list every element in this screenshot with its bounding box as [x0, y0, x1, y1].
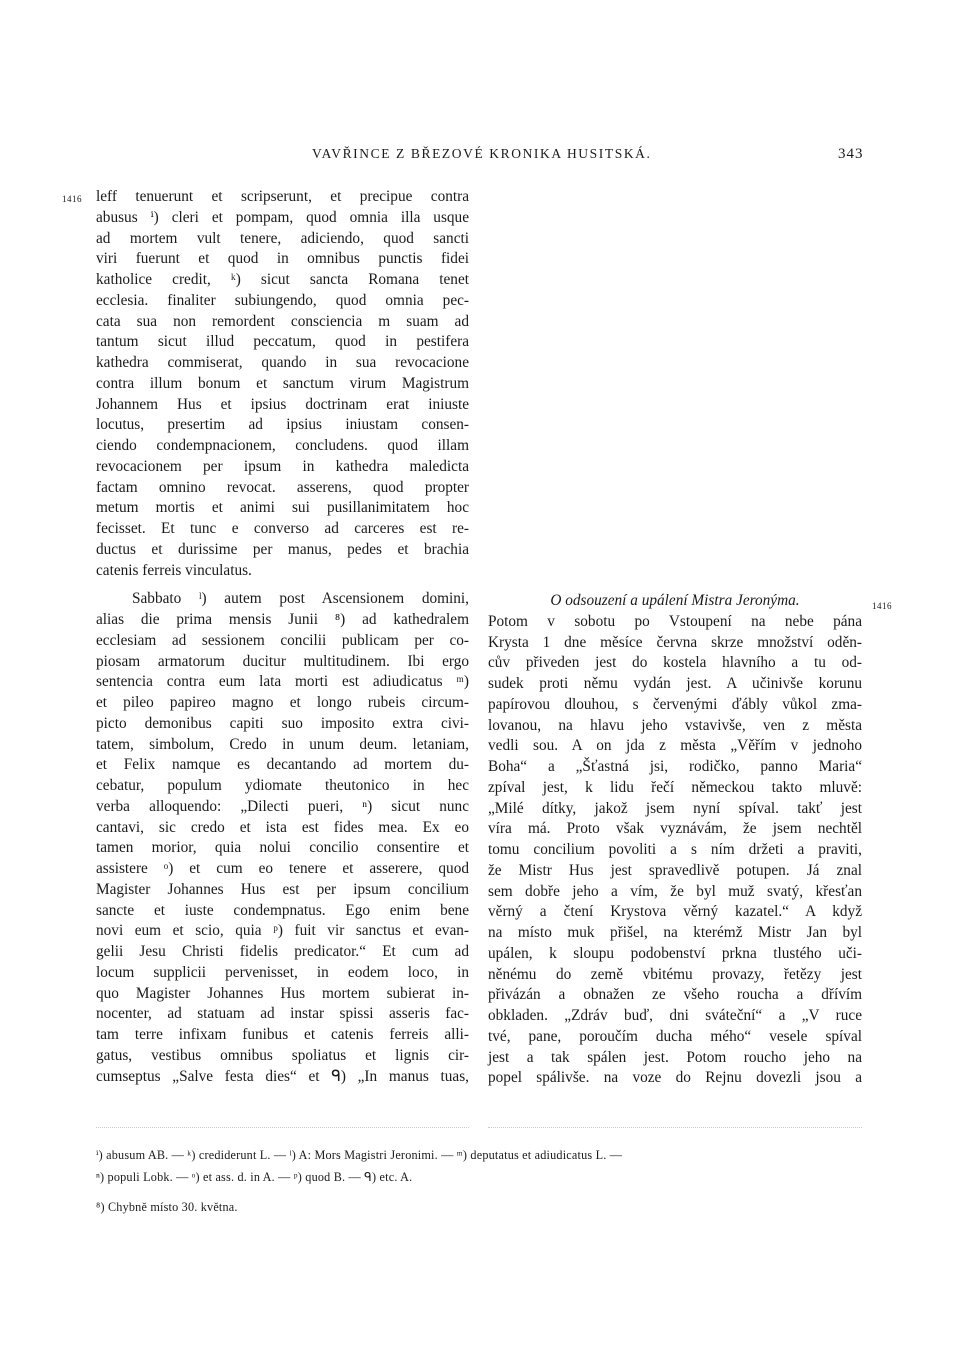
section-heading: O odsouzení a upálení Mistra Jeronýma. — [550, 592, 800, 609]
text-line: ad mortem vult tenere, adiciendo, quod sancti — [96, 229, 469, 247]
text-line: nocenter, ad statuam ad instar spissi asseris fac- — [96, 1005, 469, 1023]
text-line: papírovou dlouhou, s červenými ďábly vůkol zma- — [488, 695, 862, 713]
text-line: tomu concilium povoliti a s ním držeti a praviti, — [488, 841, 862, 858]
text-line: tatem, simbolum, Credo in unum deum. letaniam, — [96, 735, 469, 753]
text-line: ecclesiam ad sessionem concilii publicam per co- — [96, 631, 469, 649]
text-line: revocacionem per ipsum in kathedra maledicta — [96, 457, 469, 475]
latin-column — [96, 187, 469, 1087]
text-line: metum mortis et animi sui pusillanimitatem hoc — [96, 499, 469, 517]
footnote-rule-left — [96, 1127, 469, 1128]
text-line: cantavi, sic credo et ista est fides mea. Ex eo — [96, 818, 469, 836]
text-line: novi eum et scio, quia ᵖ) fuit vir sanctus et evan- — [96, 922, 469, 940]
footnote-rule-right — [488, 1127, 862, 1128]
text-line: tamen morior, quia nolui concilio consentire et — [96, 839, 469, 857]
czech-column — [488, 591, 862, 1089]
text-line: Johannem Hus et ipsius doctrinam erat iniuste — [96, 395, 469, 413]
text-line: popel spálivše. na voze do Rejnu dovezli jsou a — [488, 1069, 862, 1087]
text-line: verba alloquendo: „Dilecti pueri, ⁿ) sicut nunc — [96, 797, 469, 815]
footnote-line: ⁿ) populi Lobk. — ᵒ) et ass. d. in A. — ᵖ) quod B. — ᑫ) etc. A. — [96, 1170, 413, 1184]
text-line: obkladen. „Zdráv buď, dni sváteční“ a „V ruce — [488, 1007, 862, 1024]
text-line: věrný a čtení Krystova věrný kazatel.“ A když — [488, 903, 862, 921]
text-line: catenis ferreis vinculatus. — [96, 561, 252, 579]
text-line: cata sua non remordent consciencia m suam ad — [96, 312, 469, 330]
text-line: lovanou, na hlavu jeho vstavivše, ven z města — [488, 716, 862, 734]
text-line: cův přiveden jest do kostela hlavního a tu od- — [488, 654, 862, 672]
text-line: et pileo papireo magno et longo rubeis circum- — [96, 694, 469, 711]
text-line: picto demonibus capiti suo imposito extra civi- — [96, 714, 469, 732]
text-line: Sabbato ˡ) autem post Ascensionem domini, — [132, 590, 469, 608]
text-line: fecisset. Et tunc e converso ad carceres est re- — [96, 520, 469, 537]
page-number: 343 — [838, 146, 864, 162]
text-line: Krysta 1 dne měsíce června skrze množství oděn- — [488, 633, 862, 651]
text-line: vedli sou. A on jda z města „Věřím v jednoho — [488, 737, 862, 755]
text-line: leff tenuerunt et scripserunt, et precipue contra — [96, 188, 469, 205]
text-line: „Milé dítky, jakož jsem nyní spíval. takť jest — [488, 799, 862, 817]
text-line: Magister Johannes Hus est per ipsum concilium — [96, 880, 469, 898]
text-line: jest a tak spálen jest. Potom roucho jeho na — [488, 1048, 862, 1066]
text-line: upálen, k sloupu podobenství prkna tlustého uči- — [488, 944, 862, 962]
text-line: gelii Jesu Christi fidelis predicator.“ Et cum ad — [96, 943, 469, 960]
margin-year-left: 1416 — [62, 194, 82, 204]
text-line: et Felix namque es decantando ad mortem du- — [96, 756, 469, 774]
text-line: quo Magister Johannes Hus mortem subierat in- — [96, 984, 469, 1002]
page-header — [0, 146, 960, 166]
text-line: factam omnino revocat. asserens, quod propter — [96, 478, 469, 496]
running-title: VAVŘINCE Z BŘEZOVÉ KRONIKA HUSITSKÁ. — [312, 146, 652, 161]
text-line: alias die prima mensis Junii ⁸) ad kathedralem — [96, 611, 469, 628]
text-line: něnému do země vbitému provazy, řetězy jest — [488, 965, 862, 983]
text-line: cumseptus „Salve festa dies“ et ᑫ) „In manus tuas, — [96, 1067, 469, 1085]
text-line: contra illum bonum et sanctum virum Magistrum — [96, 374, 469, 392]
text-line: locum supplicii pervenisset, in eodem loco, in — [96, 963, 469, 981]
text-line: přivázán a obnažen ze všeho roucha a dřívím — [488, 986, 862, 1004]
text-line: katholice credit, ᵏ) sicut sancta Romana tenet — [96, 271, 469, 288]
text-line: zpíval jest, k lidu řečí německou takto mluvě: — [488, 778, 862, 796]
text-line: gatus, vestibus omnibus spoliatus et lignis cir- — [96, 1046, 469, 1064]
text-line: viri fuerunt et quod in omnibus punctis fidei — [96, 250, 469, 268]
text-line: Potom v sobotu po Vstoupení na nebe pána — [488, 612, 862, 630]
text-line: ciendo condempnacionem, concludens. quod illam — [96, 437, 469, 454]
text-line: sancte et iuste condempnatus. Ego enim bene — [96, 901, 469, 919]
footnotes — [96, 1144, 866, 1218]
text-line: sudek proti němu vydán jest. A učinivše korunu — [488, 675, 862, 692]
text-line: sem dobře jeho a vím, že byl muž svatý, křesťan — [488, 882, 862, 900]
text-line: tvé, pane, poroučím ducha mého“ vesele spíval — [488, 1027, 862, 1045]
text-line: tam terre infixam funibus et catenis ferreis alli- — [96, 1026, 469, 1043]
paragraph-gap — [96, 581, 469, 589]
text-line: cebatur, populum ydiomate theutonico in hec — [96, 777, 469, 794]
text-line: abusus ⁱ) cleri et pompam, quod omnia illa usque — [96, 208, 469, 226]
footnote-line: ⁸) Chybně místo 30. května. — [96, 1200, 238, 1214]
text-line: ductus et durissime per manus, pedes et brachia — [96, 540, 469, 558]
text-line: locutus, presertim ad ipsius iniustam consen- — [96, 416, 469, 434]
text-line: sentencia contra eum lata morti est adiudicatus ᵐ) — [96, 673, 469, 691]
text-line: Boha“ a „Šťastná jsi, rodičko, panno Maria“ — [488, 758, 862, 775]
footnote-line: ⁱ) abusum AB. — ᵏ) crediderunt L. — ˡ) A: Mors Magistri Jeronimi. — ᵐ) deputatus et adiudicatus L. — — [96, 1148, 623, 1162]
text-line: že Mistr Hus jest spravedlivě potupen. Já znal — [488, 861, 862, 879]
text-line: víra má. Proto však vyznávám, že jsem nechtěl — [488, 820, 862, 838]
text-line: na místo muk přišel, na kterémž Mistr Jan byl — [488, 924, 862, 941]
text-line: ecclesia. finaliter subiungendo, quod omnia pec- — [96, 291, 469, 309]
text-line: tantum sicut illud peccatum, quod in pestifera — [96, 333, 469, 351]
margin-year-right: 1416 — [872, 601, 892, 611]
text-line: piosam armatorum ducitur multitudinem. Ibi ergo — [96, 652, 469, 670]
text-line: kathedra commiserat, quando in sua revocacione — [96, 354, 469, 371]
text-line: assistere ᵒ) et cum eo tenere et asserere, quod — [96, 860, 469, 877]
